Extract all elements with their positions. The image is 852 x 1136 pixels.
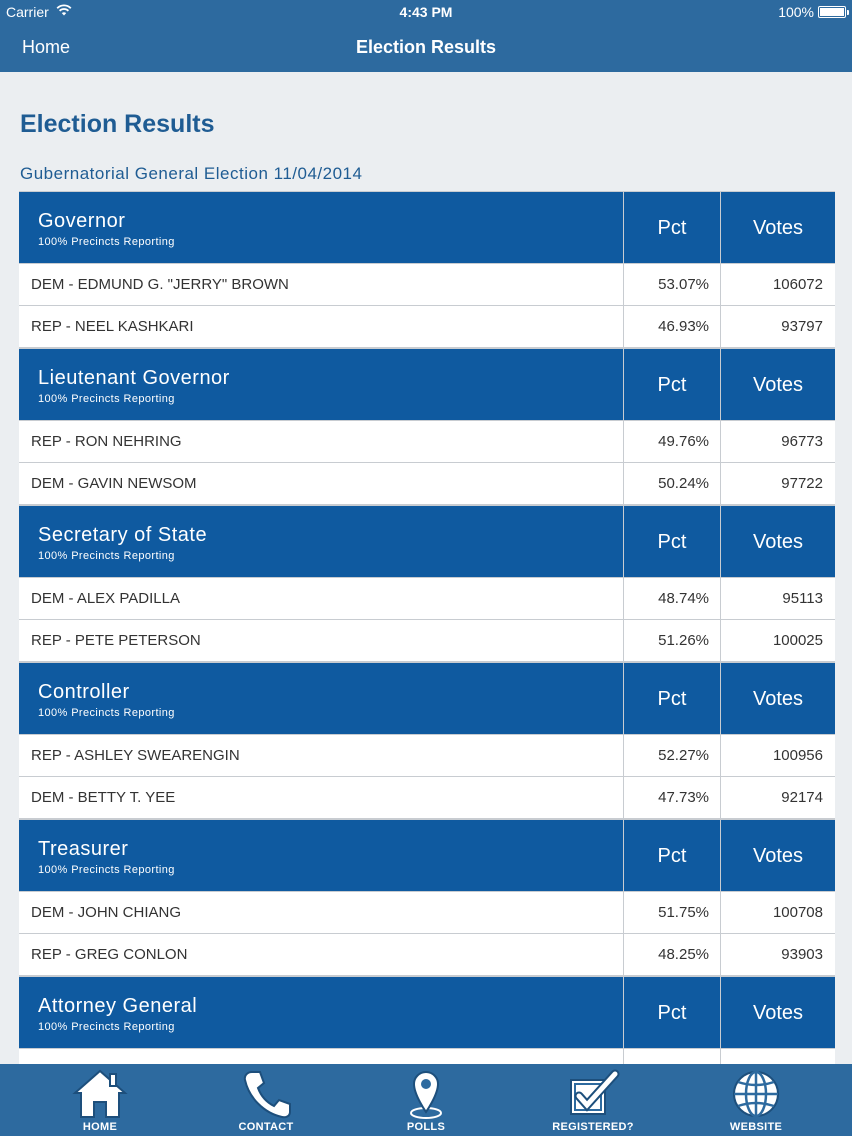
race-title: Treasurer	[38, 838, 129, 860]
candidate-list	[19, 578, 835, 663]
candidate-name: DEM - JOHN CHIANG	[31, 904, 181, 921]
pct-column-header: Pct	[623, 506, 720, 578]
candidate-list	[19, 264, 835, 349]
race-header	[19, 663, 835, 735]
candidate-name: REP - NEEL KASHKARI	[31, 318, 194, 335]
tab-bar	[0, 1064, 852, 1136]
pct-column-header: Pct	[623, 820, 720, 892]
status-bar	[0, 0, 852, 24]
candidate-name: DEM - GAVIN NEWSOM	[31, 475, 197, 492]
candidate-row[interactable]	[19, 578, 835, 620]
candidate-pct: 51.26%	[623, 620, 720, 661]
tab-label: POLLS	[406, 1121, 446, 1133]
race-title: Controller	[38, 681, 130, 703]
race-title: Governor	[38, 210, 126, 232]
race-title: Attorney General	[38, 995, 198, 1017]
candidate-name: REP - PETE PETERSON	[31, 632, 201, 649]
candidate-votes: 93797	[720, 306, 835, 347]
home-nav-button[interactable]: Home	[22, 37, 71, 57]
candidate-name: REP - GREG CONLON	[31, 946, 188, 963]
race-header	[19, 820, 835, 892]
tab-label: REGISTERED?	[552, 1121, 634, 1133]
race-section	[19, 663, 835, 820]
candidate-votes: 95113	[720, 578, 835, 619]
race-section	[19, 192, 835, 349]
candidate-row[interactable]	[19, 421, 835, 463]
candidate-pct: 48.25%	[623, 934, 720, 975]
votes-column-header: Votes	[720, 820, 835, 892]
tab-label: CONTACT	[238, 1121, 294, 1133]
race-section	[19, 506, 835, 663]
candidate-pct: 53.07%	[623, 264, 720, 305]
pct-column-header: Pct	[623, 192, 720, 264]
candidate-votes: 92174	[720, 777, 835, 818]
top-bar	[0, 0, 852, 72]
candidate-pct: 47.73%	[623, 777, 720, 818]
tab-polls[interactable]	[361, 1064, 491, 1136]
candidate-row[interactable]	[19, 620, 835, 663]
candidate-pct: 48.74%	[623, 578, 720, 619]
candidate-list	[19, 421, 835, 506]
tab-label: HOME	[82, 1121, 118, 1133]
tab-website[interactable]	[691, 1064, 821, 1136]
candidate-name: DEM - ALEX PADILLA	[31, 590, 180, 607]
precincts-reporting: 100% Precincts Reporting	[38, 236, 175, 248]
tab-label: WEBSITE	[729, 1121, 783, 1133]
race-header	[19, 349, 835, 421]
votes-column-header: Votes	[720, 663, 835, 735]
precincts-reporting: 100% Precincts Reporting	[38, 1021, 175, 1033]
precincts-reporting: 100% Precincts Reporting	[38, 707, 175, 719]
pct-column-header: Pct	[623, 349, 720, 421]
precincts-reporting: 100% Precincts Reporting	[38, 864, 175, 876]
candidate-votes: 97722	[720, 463, 835, 504]
precincts-reporting: 100% Precincts Reporting	[38, 550, 175, 562]
battery-percent: 100%	[778, 4, 814, 20]
candidate-name: REP - ASHLEY SWEARENGIN	[31, 747, 240, 764]
candidate-row[interactable]	[19, 735, 835, 777]
race-header	[19, 192, 835, 264]
candidate-pct: 51.75%	[623, 892, 720, 933]
candidate-row[interactable]	[19, 892, 835, 934]
candidate-pct: 50.24%	[623, 463, 720, 504]
candidate-votes: 96773	[720, 421, 835, 462]
tab-contact[interactable]	[201, 1064, 331, 1136]
candidate-list	[19, 735, 835, 820]
results-table	[19, 191, 835, 1092]
nav-title: Election Results	[355, 37, 497, 57]
candidate-row[interactable]	[19, 777, 835, 820]
votes-column-header: Votes	[720, 977, 835, 1049]
candidate-votes: 100025	[720, 620, 835, 661]
pct-column-header: Pct	[623, 977, 720, 1049]
race-title: Secretary of State	[38, 524, 208, 546]
race-title: Lieutenant Governor	[38, 367, 230, 389]
candidate-pct: 46.93%	[623, 306, 720, 347]
race-section	[19, 820, 835, 977]
precincts-reporting: 100% Precincts Reporting	[38, 393, 175, 405]
page-title: Election Results	[20, 110, 215, 138]
candidate-list	[19, 892, 835, 977]
clock: 4:43 PM	[399, 4, 453, 20]
candidate-votes: 106072	[720, 264, 835, 305]
candidate-name: DEM - BETTY T. YEE	[31, 789, 176, 806]
votes-column-header: Votes	[720, 192, 835, 264]
tab-registered[interactable]	[528, 1064, 658, 1136]
candidate-row[interactable]	[19, 934, 835, 977]
candidate-pct: 49.76%	[623, 421, 720, 462]
candidate-votes: 100708	[720, 892, 835, 933]
candidate-name: REP - RON NEHRING	[31, 433, 182, 450]
candidate-votes: 93903	[720, 934, 835, 975]
candidate-row[interactable]	[19, 306, 835, 349]
votes-column-header: Votes	[720, 506, 835, 578]
candidate-row[interactable]	[19, 264, 835, 306]
battery-icon	[818, 6, 846, 18]
candidate-votes: 100956	[720, 735, 835, 776]
race-section	[19, 349, 835, 506]
candidate-pct: 52.27%	[623, 735, 720, 776]
votes-column-header: Votes	[720, 349, 835, 421]
pct-column-header: Pct	[623, 663, 720, 735]
race-header	[19, 506, 835, 578]
main-content	[0, 72, 852, 1064]
candidate-name: DEM - EDMUND G. "JERRY" BROWN	[31, 276, 289, 293]
carrier-label: Carrier	[6, 4, 49, 20]
candidate-row[interactable]	[19, 463, 835, 506]
tab-home[interactable]	[35, 1064, 165, 1136]
race-header	[19, 977, 835, 1049]
election-name: Gubernatorial General Election 11/04/2014	[20, 164, 363, 183]
